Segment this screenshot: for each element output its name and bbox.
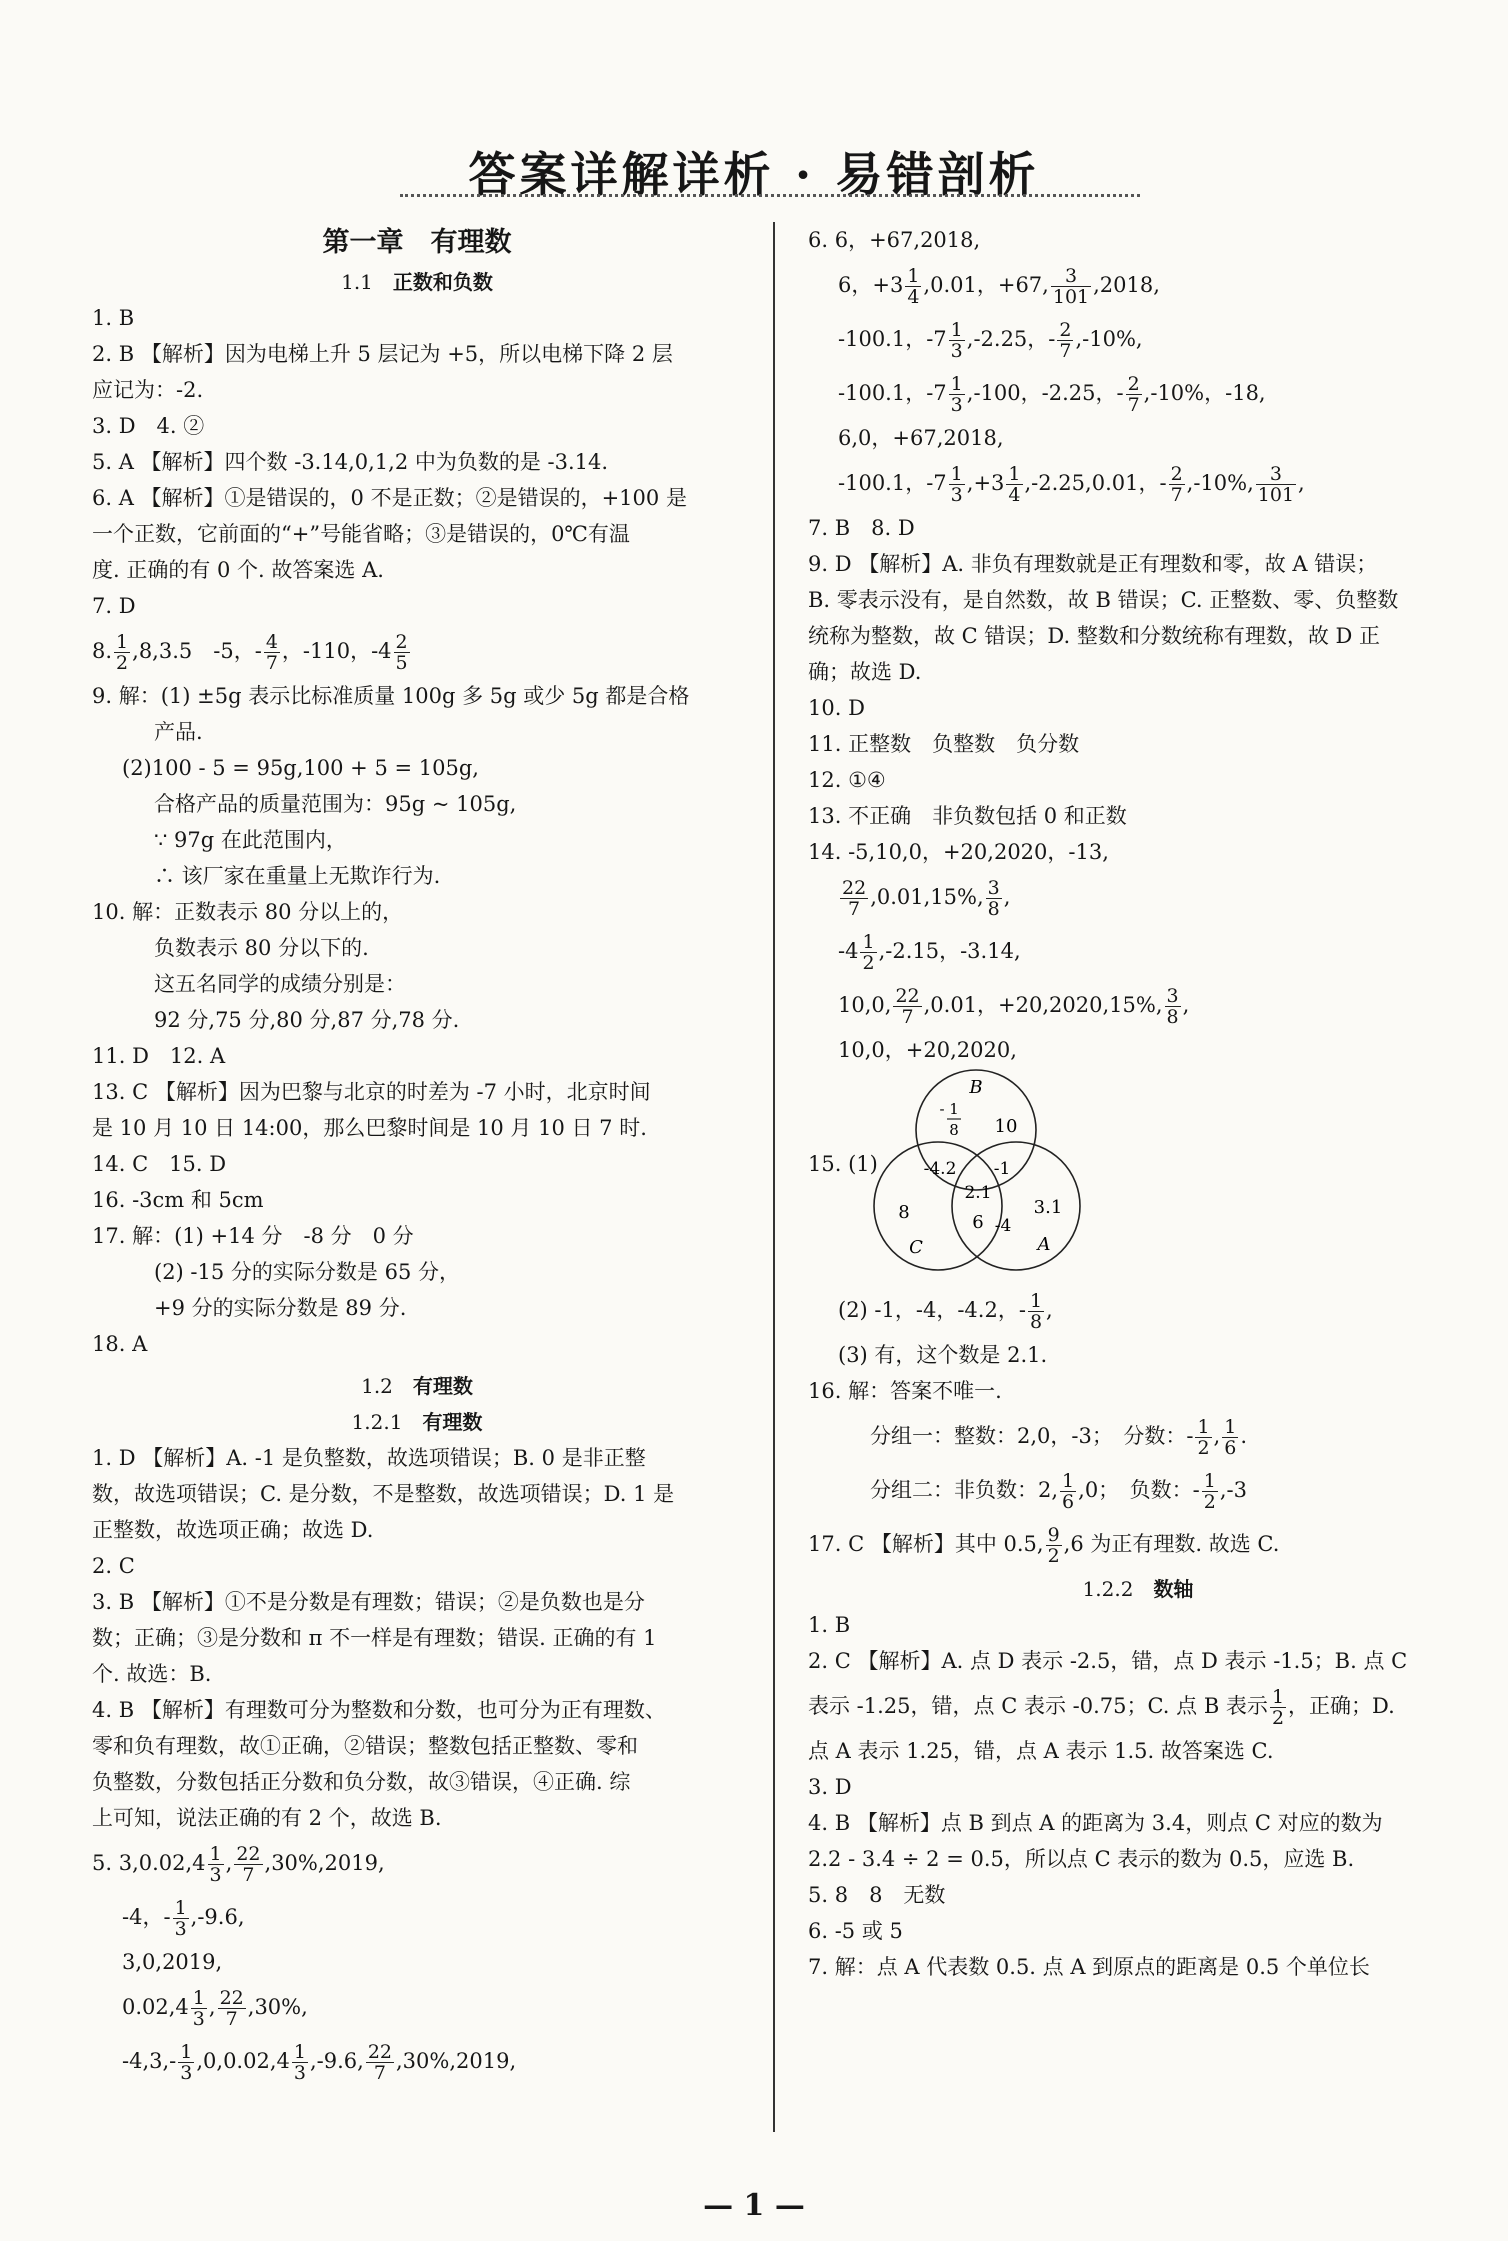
answer-line: 12. ①④	[808, 768, 886, 792]
answer-line	[808, 1679, 1468, 1733]
numerator: 1	[950, 373, 963, 395]
answer-line: 2.2 - 3.4 ÷ 2 = 0.5，所以点 C 表示的数为 0.5，应选 B.	[808, 1847, 1355, 1871]
answer-line: (2)100 - 5 = 95g,100 + 5 = 105g,	[122, 756, 479, 780]
text-fragment: ,-10%,	[1075, 327, 1143, 351]
numerator: 1	[293, 2041, 306, 2063]
answer-line: (2) -15 分的实际分数是 65 分，	[154, 1260, 460, 1284]
text-fragment: 表示 -1.25，错，点 C 表示 -0.75；C. 点 B 表示	[808, 1694, 1268, 1718]
answer-line	[808, 312, 1468, 366]
answer-line: 0.02,4 $\frac{1}{3}$ , $\frac{22}{7}$ ,30%,	[122, 1987, 308, 2030]
numerator: 3	[1051, 266, 1091, 287]
fraction	[949, 374, 965, 415]
answer-line: 这五名同学的成绩分别是：	[154, 972, 406, 996]
fraction	[949, 464, 965, 505]
answer-line: 点 A 表示 1.25，错，点 A 表示 1.5. 故答案选 C.	[808, 1739, 1274, 1763]
fraction	[1051, 266, 1091, 307]
fraction	[1126, 374, 1142, 415]
fraction	[1060, 1471, 1076, 1512]
text-fragment: ,-10%，-18,	[1143, 381, 1266, 405]
answer-line: 是 10 月 10 日 14:00，那么巴黎时间是 10 月 10 日 7 时.	[92, 1116, 647, 1140]
text-fragment: -4,3,-	[122, 2049, 177, 2073]
fraction	[905, 266, 921, 307]
numerator: 1	[950, 319, 963, 341]
fraction	[218, 1988, 246, 2029]
numerator: 1	[1062, 1470, 1075, 1492]
text-fragment: ,-2.25,0.01，-	[1024, 471, 1167, 495]
denominator: 3	[180, 2062, 193, 2084]
text-fragment: 分组二：非负数：2,	[870, 1478, 1059, 1502]
answer-line: 数，故选项错误；C. 是分数，不是整数，故选项错误；D. 1 是	[92, 1482, 675, 1506]
denominator: 2	[1197, 1437, 1210, 1459]
answer-line: 3. D	[808, 1775, 852, 1799]
fraction	[114, 632, 130, 673]
page-number: — 1 —	[703, 2188, 805, 2223]
set-c-label: C	[909, 1237, 923, 1258]
text-fragment: ,-9.6,	[190, 1905, 245, 1929]
answer-line	[808, 1463, 1468, 1517]
fraction	[893, 986, 921, 1027]
value-minus-sign: -	[939, 1100, 945, 1118]
answer-line: 2. C	[92, 1554, 135, 1578]
text-fragment: 分组一：整数：2,0，-3； 分数：-	[870, 1424, 1194, 1448]
numerator: 3	[987, 877, 1000, 899]
text-fragment: 10,0,	[838, 993, 892, 1017]
text-fragment: -100.1，-7	[838, 471, 947, 495]
section-heading	[92, 1368, 742, 1404]
numerator: 22	[367, 2041, 392, 2063]
numerator: 1	[1203, 1470, 1216, 1492]
denominator: 3	[174, 1918, 187, 1940]
answer-line: 14. C 15. D	[92, 1152, 227, 1176]
text-fragment: -4，-	[122, 1905, 171, 1929]
answer-line: 上可知，说法正确的有 2 个，故选 B.	[92, 1806, 442, 1830]
denominator: 7	[225, 2008, 238, 2030]
fraction	[1057, 320, 1073, 361]
venn-diagram-block	[808, 1068, 1468, 1283]
answer-line: (3) 有，这个数是 2.1.	[838, 1343, 1048, 1367]
c-only-value: 8	[898, 1202, 910, 1223]
text-fragment: ,0.01，+20,2020,15%,	[923, 993, 1163, 1017]
denominator: 8	[1029, 1311, 1043, 1333]
text-fragment: -100.1，-7	[838, 327, 947, 351]
text-fragment: ,8,3.5 -5，-	[132, 639, 262, 663]
answer-line: 1. D 【解析】A. -1 是负整数，故选项错误；B. 0 是非正整	[92, 1446, 646, 1470]
numerator: 1	[174, 1897, 187, 1919]
text-fragment: ,30%,2019,	[396, 2049, 517, 2073]
answer-line: 2. B 【解析】因为电梯上升 5 层记为 +5，所以电梯下降 2 层	[92, 342, 673, 366]
section-name: 有理数	[412, 1374, 473, 1398]
answer-line	[808, 258, 1468, 312]
answer-line	[808, 1409, 1468, 1463]
fraction	[1256, 464, 1296, 505]
title-underline	[400, 194, 1140, 197]
denominator: 3	[209, 1864, 222, 1886]
denominator: 3	[950, 340, 963, 362]
fraction	[264, 632, 280, 673]
answer-line: 个. 故选：B.	[92, 1662, 212, 1686]
text-fragment: ,2018,	[1093, 273, 1160, 297]
denominator: 3	[950, 394, 963, 416]
denominator: 4	[907, 286, 920, 308]
denominator: 2	[1271, 1707, 1285, 1729]
answer-line: 5. 3,0.02,4 $\frac{1}{3}$ , $\frac{22}{7}$ ,30%,2019,	[92, 1843, 385, 1886]
answer-line	[808, 924, 1468, 978]
subsection-heading	[92, 1404, 742, 1440]
denominator: 2	[1047, 1545, 1060, 1567]
answer-line: 负整数，分数包括正分数和负分数，故③错误，④正确. 综	[92, 1770, 631, 1794]
denominator: 3	[950, 484, 963, 506]
numerator: 1	[907, 265, 920, 287]
answer-line: 数；正确；③是分数和 π 不一样是有理数；错误. 正确的有 1	[92, 1626, 657, 1650]
fraction	[234, 1844, 262, 1885]
right-column	[808, 222, 1468, 1985]
answer-line: 4. B 【解析】有理数可分为整数和分数，也可分为正有理数、	[92, 1698, 666, 1722]
answer-line: 正整数，故选项正确；故选 D.	[92, 1518, 374, 1542]
text-fragment: ,-9.6,	[309, 2049, 364, 2073]
answer-line: 一个正数，它前面的“+”号能省略；③是错误的，0℃有温	[92, 522, 630, 546]
numerator: 2	[1127, 373, 1140, 395]
value-denominator: 8	[949, 1121, 959, 1139]
text-fragment: ,+3	[966, 471, 1005, 495]
fraction	[394, 632, 410, 673]
numerator: 3	[1166, 985, 1179, 1007]
answer-line	[808, 870, 1468, 924]
denominator: 2	[116, 652, 129, 674]
denominator: 3	[192, 2008, 205, 2030]
text-fragment: ,	[1182, 993, 1190, 1017]
answer-line: 11. 正整数 负整数 负分数	[808, 732, 1080, 756]
answer-line: 6. A 【解析】①是错误的，0 不是正数；②是错误的，+100 是	[92, 486, 687, 510]
ac-value: 6	[972, 1212, 984, 1233]
venn-diagram	[868, 1068, 1088, 1283]
answer-line: 3,0,2019,	[122, 1950, 223, 1974]
denominator: 7	[1127, 394, 1140, 416]
bc-value: -4.2	[923, 1159, 957, 1179]
section-name: 有理数	[422, 1410, 483, 1434]
fraction	[292, 2042, 308, 2083]
fraction	[860, 932, 876, 973]
answer-line: 合格产品的质量范围为：95g ~ 105g,	[154, 792, 517, 816]
numerator: 1	[1271, 1686, 1285, 1708]
text-fragment: ,	[1003, 885, 1011, 909]
fraction	[178, 2042, 194, 2083]
ab-value: -1	[993, 1159, 1011, 1179]
answer-line: ∵ 97g 在此范围内，	[154, 828, 347, 852]
fraction	[1046, 1525, 1062, 1566]
fraction	[1006, 464, 1022, 505]
value-numerator: 1	[949, 1100, 959, 1118]
answer-line: 1. B	[92, 306, 135, 330]
numerator: 2	[1170, 463, 1183, 485]
answer-line: 7. 解：点 A 代表数 0.5. 点 A 到原点的距离是 0.5 个单位长	[808, 1955, 1370, 1979]
numerator: 22	[842, 877, 867, 899]
answer-line: 13. 不正确 非负数包括 0 和正数	[808, 804, 1127, 828]
answer-line	[808, 1517, 1468, 1571]
set-a-label: A	[1037, 1234, 1051, 1255]
abc-value: 2.1	[964, 1183, 992, 1203]
text-fragment: 17. C 【解析】其中 0.5,	[808, 1532, 1044, 1556]
answer-line: 6,0，+67,2018,	[838, 426, 1004, 450]
denominator: 6	[1224, 1437, 1237, 1459]
answer-line	[808, 456, 1468, 510]
text-fragment: ,-10%,	[1186, 471, 1254, 495]
text-fragment: -4	[838, 939, 859, 963]
answer-line: 10. D	[808, 696, 865, 720]
text-fragment: ,0.01，+67,	[923, 273, 1049, 297]
fraction	[208, 1844, 224, 1885]
answer-line: 6. -5 或 5	[808, 1919, 903, 1943]
answer-line: 3. B 【解析】①不是分数是有理数；错误；②是负数也是分	[92, 1590, 645, 1614]
answer-line: 统称为整数，故 C 错误；D. 整数和分数统称有理数，故 D 正	[808, 624, 1381, 648]
section-name: 正数和负数	[392, 270, 493, 294]
answer-line	[808, 1283, 1468, 1337]
text-fragment: ,0,0.02,4	[196, 2049, 290, 2073]
fraction	[366, 2042, 394, 2083]
text-fragment: ,	[1298, 471, 1305, 495]
numerator: 2	[395, 631, 408, 653]
answer-line: 度. 正确的有 0 个. 故答案选 A.	[92, 558, 384, 582]
answer-line: 5. A 【解析】四个数 -3.14,0,1,2 中为负数的是 -3.14.	[92, 450, 609, 474]
text-fragment: ,6 为正有理数. 故选 C.	[1063, 1532, 1280, 1556]
answer-line: 确；故选 D.	[808, 660, 922, 684]
a-only-value: 3.1	[1033, 1197, 1063, 1218]
denominator: 7	[265, 652, 278, 674]
answer-line: 18. A	[92, 1332, 148, 1356]
text-fragment: (2) -1，-4，-4.2，-	[838, 1298, 1026, 1322]
text-fragment: ,-3	[1219, 1478, 1248, 1502]
numerator: 22	[219, 1987, 244, 2009]
numerator: 1	[1197, 1416, 1210, 1438]
section-heading	[92, 264, 742, 300]
answer-line	[92, 1890, 742, 1944]
numerator: 1	[862, 931, 875, 953]
denominator: 7	[1170, 484, 1183, 506]
fraction	[173, 1898, 189, 1939]
denominator: 4	[1008, 484, 1021, 506]
answer-line: 16. -3cm 和 5cm	[92, 1188, 264, 1212]
answer-line: +9 分的实际分数是 89 分.	[154, 1296, 407, 1320]
answer-line: 14. -5,10,0，+20,2020，-13,	[808, 840, 1109, 864]
answer-line: B. 零表示没有，是自然数，故 B 错误；C. 正整数、零、负整数	[808, 588, 1399, 612]
denominator: 8	[987, 898, 1000, 920]
denominator: 101	[1257, 484, 1295, 506]
section-number: 1.2	[361, 1374, 393, 1398]
fraction	[840, 878, 868, 919]
fraction	[1165, 986, 1181, 1027]
set-b-label: B	[969, 1077, 983, 1098]
numerator: 1	[1224, 1416, 1237, 1438]
b-only-value: 10	[994, 1116, 1018, 1137]
numerator: 4	[265, 631, 278, 653]
numerator: 9	[1047, 1524, 1060, 1546]
text-fragment: 8.	[92, 639, 113, 663]
fraction	[1169, 464, 1185, 505]
fraction	[1270, 1687, 1286, 1728]
answer-line: 零和负有理数，故①正确，②错误；整数包括正整数、零和	[92, 1734, 638, 1758]
numerator: 1	[180, 2041, 193, 2063]
fraction	[1222, 1417, 1238, 1458]
numerator: 22	[236, 1843, 261, 1865]
text-fragment: ,	[1213, 1424, 1221, 1448]
answer-line: 7. D	[92, 594, 136, 618]
answer-line: 2. C 【解析】A. 点 D 表示 -2.5，错，点 D 表示 -1.5；B. 点 C	[808, 1649, 1408, 1673]
denominator: 7	[901, 1006, 914, 1028]
text-fragment: -100.1，-7	[838, 381, 947, 405]
column-divider	[773, 222, 775, 2132]
answer-line: 11. D 12. A	[92, 1044, 226, 1068]
text-fragment: 6，+3	[838, 273, 904, 297]
left-column	[92, 222, 742, 2088]
numerator: 3	[1256, 464, 1296, 485]
answer-line	[808, 978, 1468, 1032]
section-number: 1.2.2	[1082, 1577, 1134, 1601]
text-fragment: ,	[1046, 1298, 1053, 1322]
answer-line: 13. C 【解析】因为巴黎与北京的时差为 -7 小时，北京时间	[92, 1080, 651, 1104]
denominator: 3	[293, 2062, 306, 2084]
denominator: 7	[242, 1864, 255, 1886]
answer-line: 负数表示 80 分以下的.	[154, 936, 369, 960]
denominator: 2	[1203, 1491, 1216, 1513]
denominator: 7	[1059, 340, 1072, 362]
text-fragment: ,30%,2019,	[264, 1851, 385, 1875]
page-title: 答案详解详析 · 易错剖析	[468, 148, 1040, 203]
fraction	[1028, 1291, 1044, 1332]
answer-line: 7. B 8. D	[808, 516, 915, 540]
numerator: 1	[192, 1987, 205, 2009]
section-name: 数轴	[1153, 1577, 1194, 1601]
numerator: 1	[950, 463, 963, 485]
answer-line	[92, 624, 742, 678]
answer-line: 3. D 4. ②	[92, 414, 205, 438]
denominator: 8	[1166, 1006, 1179, 1028]
fraction	[986, 878, 1002, 919]
fraction	[1195, 1417, 1211, 1458]
text-fragment: .	[1240, 1424, 1248, 1448]
text-fragment: ,30%,	[247, 1995, 308, 2019]
answer-line: 17. 解：(1) +14 分 -8 分 0 分	[92, 1224, 414, 1248]
answer-line: 5. 8 8 无数	[808, 1883, 946, 1907]
section-heading	[808, 1571, 1468, 1607]
numerator: 1	[1029, 1290, 1043, 1312]
fraction	[1202, 1471, 1218, 1512]
section-number: 1.1	[341, 270, 373, 294]
numerator: 1	[1008, 463, 1021, 485]
chapter-title: 第一章 有理数	[322, 227, 512, 258]
numerator: 2	[1059, 319, 1072, 341]
denominator: 5	[395, 652, 408, 674]
answer-line: 10,0，+20,2020,	[838, 1038, 1017, 1062]
numerator: 1	[116, 631, 129, 653]
answer-label: 15. (1)	[808, 1152, 878, 1176]
answer-line	[808, 366, 1468, 420]
answer-line	[92, 2034, 742, 2088]
answer-line: 92 分,75 分,80 分,87 分,78 分.	[154, 1008, 460, 1032]
text-fragment: ,0； 负数：-	[1078, 1478, 1200, 1502]
denominator: 2	[862, 952, 875, 974]
denominator: 6	[1062, 1491, 1075, 1513]
text-fragment: 0.02,4	[122, 1995, 189, 2019]
answer-line: 产品.	[154, 720, 203, 744]
answer-line: 应记为：-2.	[92, 378, 204, 402]
numerator: 22	[895, 985, 920, 1007]
answer-line: 10. 解：正数表示 80 分以上的，	[92, 900, 404, 924]
denominator: 7	[848, 898, 861, 920]
answer-line: 4. B 【解析】点 B 到点 A 的距离为 3.4，则点 C 对应的数为	[808, 1811, 1383, 1835]
a-negative-value: -4	[994, 1216, 1012, 1236]
section-number: 1.2.1	[351, 1410, 403, 1434]
text-fragment: ，-110，-4	[281, 639, 392, 663]
text-fragment: ,-2.15，-3.14,	[878, 939, 1021, 963]
numerator: 1	[209, 1843, 222, 1865]
answer-line: ∴ 该厂家在重量上无欺诈行为.	[154, 864, 441, 888]
text-fragment: ,0.01,15%,	[870, 885, 984, 909]
answer-line: 6. 6，+67,2018,	[808, 228, 981, 252]
denominator: 101	[1052, 286, 1090, 308]
denominator: 7	[373, 2062, 386, 2084]
answer-line: 9. D 【解析】A. 非负有理数就是正有理数和零，故 A 错误；	[808, 552, 1378, 576]
fraction	[949, 320, 965, 361]
text-fragment: ，正确；D.	[1288, 1694, 1395, 1718]
fraction	[191, 1988, 207, 2029]
text-fragment: 5. 3,0.02,4	[92, 1851, 206, 1875]
answer-line: 1. B	[808, 1613, 851, 1637]
answer-line: 9. 解：(1) ±5g 表示比标准质量 100g 多 5g 或少 5g 都是合格	[92, 684, 690, 708]
text-fragment: ,-2.25，-	[966, 327, 1056, 351]
text-fragment: ,-100，-2.25，-	[966, 381, 1124, 405]
answer-line: 16. 解：答案不唯一.	[808, 1379, 1002, 1403]
